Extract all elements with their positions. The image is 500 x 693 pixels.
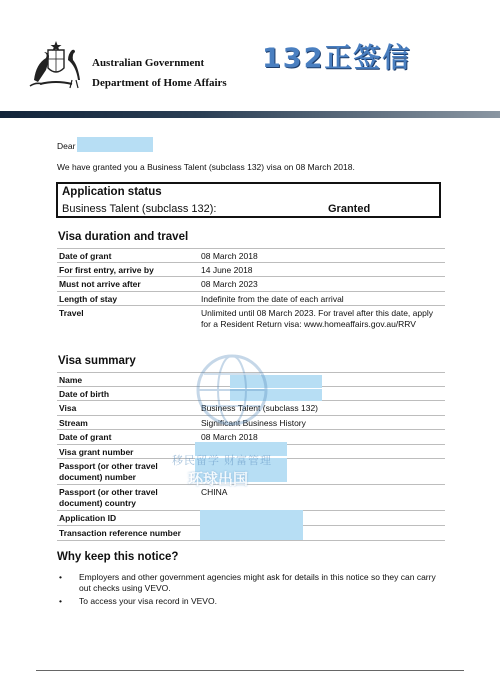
row-label: Passport (or other travel document) country — [59, 487, 158, 508]
table-row — [57, 276, 445, 291]
watermark-slogan: 移民留学 财富管理 — [172, 455, 273, 467]
department-name: Department of Home Affairs — [92, 77, 227, 89]
row-label: Date of grant — [59, 251, 112, 261]
redacted-application-id — [200, 510, 303, 540]
status-heading: Application status — [62, 186, 162, 198]
table-row — [57, 291, 445, 306]
row-label: For first entry, arrive by — [59, 265, 154, 275]
row-value: Unlimited until 08 March 2023. For travel after this date, apply for a Resident Return visa: www.homeaffairs.gov.au/RRV — [201, 308, 433, 329]
list-item — [57, 572, 437, 596]
row-label: Application ID — [59, 513, 117, 523]
table-row — [57, 484, 445, 510]
greeting: Dear — [57, 141, 76, 151]
row-label: Passport (or other travel document) number — [59, 461, 158, 482]
application-status-box — [56, 182, 441, 218]
row-value: 08 March 2023 — [201, 279, 258, 289]
row-label: Name — [59, 375, 83, 385]
row-label: Must not arrive after — [59, 279, 141, 289]
globe-watermark-icon — [192, 350, 272, 430]
row-label: Transaction reference number — [59, 528, 181, 538]
list-item-text: To access your visa record in VEVO. — [79, 596, 217, 606]
letterhead — [0, 0, 500, 112]
watermark-brand: 环球出国 — [188, 471, 249, 488]
footer-divider — [36, 670, 464, 671]
row-value: Indefinite from the date of each arrival — [201, 294, 344, 304]
stamp-label: 132正签信 — [262, 43, 412, 74]
row-value: 14 June 2018 — [201, 265, 253, 275]
row-value: 08 March 2018 — [201, 432, 258, 442]
table-row — [57, 248, 445, 263]
row-label: Length of stay — [59, 294, 118, 304]
row-value: Business Talent (subclass 132) — [201, 403, 319, 413]
row-value: 08 March 2018 — [201, 251, 258, 261]
row-label: Date of birth — [59, 389, 110, 399]
row-value: Significant Business History — [201, 418, 306, 428]
bullet-icon: • — [59, 596, 62, 606]
table-row — [57, 262, 445, 277]
section-title-notice: Why keep this notice? — [57, 551, 179, 563]
list-item-text: Employers and other government agencies might ask for details in this notice so they can carry out checks using VEVO. — [79, 572, 436, 593]
bullet-icon: • — [59, 572, 62, 582]
grant-statement: We have granted you a Business Talent (subclass 132) visa on 08 March 2018. — [57, 162, 355, 172]
government-name: Australian Government — [92, 57, 205, 69]
row-label: Date of grant — [59, 432, 112, 442]
status-visa: Business Talent (subclass 132): — [62, 203, 217, 215]
redacted-name — [77, 137, 153, 152]
section-title-duration: Visa duration and travel — [58, 231, 189, 243]
table-row — [57, 305, 445, 344]
row-label: Stream — [59, 418, 88, 428]
list-item — [57, 596, 437, 608]
row-label: Visa — [59, 403, 77, 413]
row-label: Visa grant number — [59, 447, 134, 457]
header-band — [0, 111, 500, 118]
coat-of-arms-icon — [28, 40, 84, 90]
row-value: CHINA — [201, 487, 228, 497]
section-title-summary: Visa summary — [58, 355, 136, 367]
status-result: Granted — [328, 203, 371, 215]
row-label: Travel — [59, 308, 84, 318]
